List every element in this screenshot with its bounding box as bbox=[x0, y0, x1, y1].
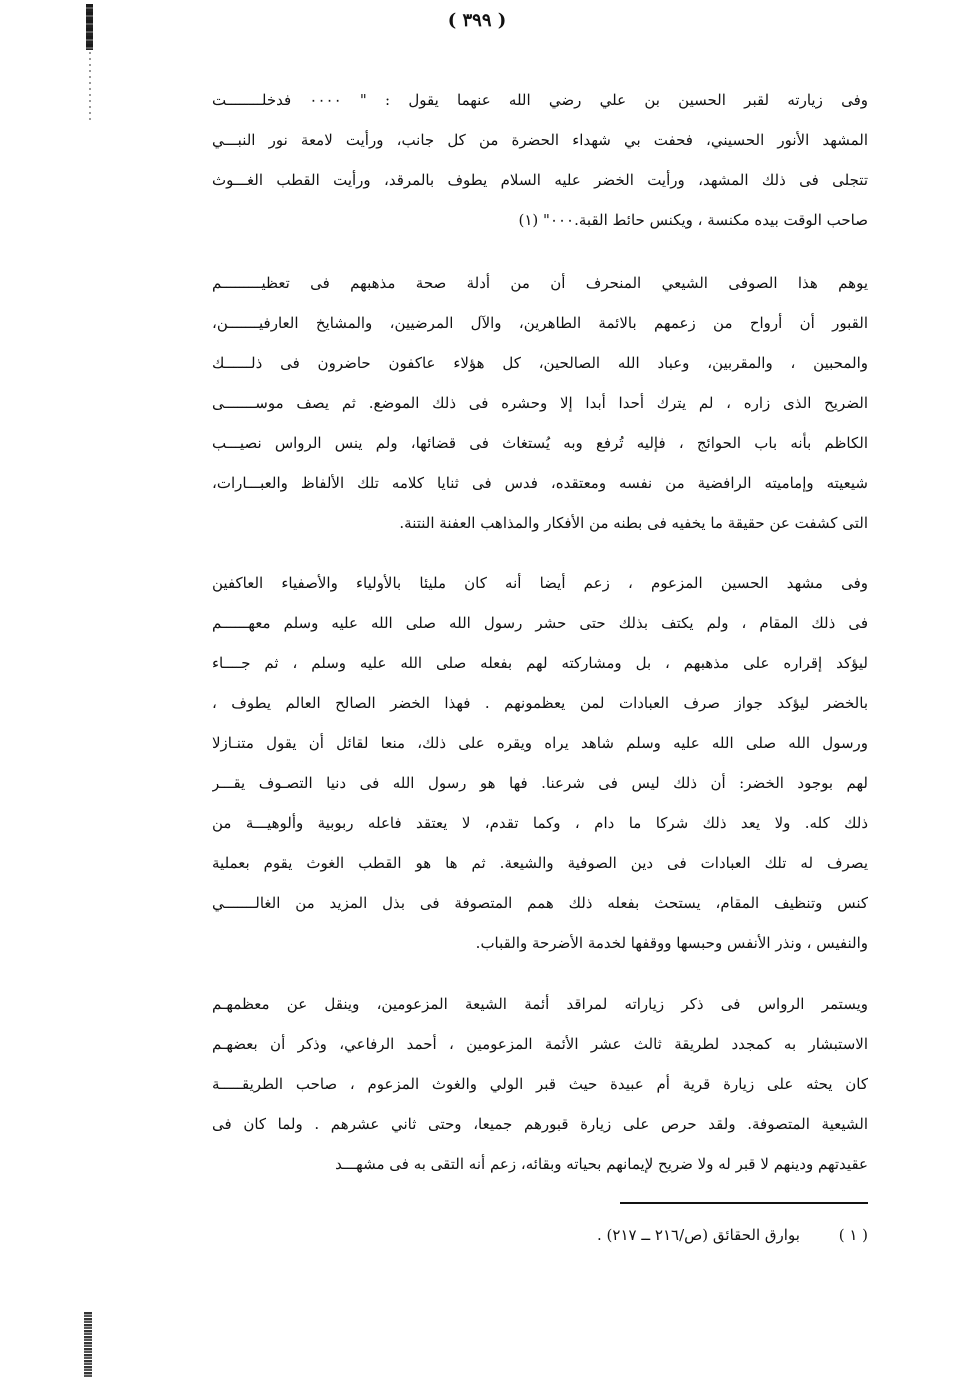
text-line: ورسول الله صلى الله عليه وسلم شاهد يراه ويقره على ذلك، منعا لقائل أن يقول متنـازلا bbox=[212, 734, 868, 752]
text-line: صاحب الوقت بيده مكنسة ، ويكنس حائط القبة.٠٠٠" (١) bbox=[518, 211, 868, 229]
paragraph-3 bbox=[212, 563, 868, 963]
text-line: المشهد الأنور الحسيني، فحفت بي شهداء الحضرة من كل جانب، ورأيت لامعة نور النبـــي bbox=[212, 131, 868, 149]
footnote-separator bbox=[620, 1202, 868, 1204]
text-line: كنس وتنظيف المقام، يستحث بفعله ذلك همم المتصوفة فى بذل المزيد من الغالـــــــي bbox=[212, 894, 868, 912]
text-line: الكاظم بأنه باب الحوائج ، فإليه تُرفع وبه يُستغاث فى قضائها، ولم ينس الرواس نصيـــب bbox=[212, 434, 868, 452]
text-line: لهم بوجود الخضر: أن ذلك ليس فى شرعنا. فها هو رسول الله فى دنيا التصـوف يقـــر bbox=[212, 774, 868, 792]
paragraph-1 bbox=[212, 80, 868, 240]
text-line: الشيعية المتصوفة. ولقد حرص على زيارة قبورهم جميعا، وحتى ثاني عشرهم . ولما كان فى bbox=[212, 1115, 868, 1133]
text-line: يصرف له تلك العبادات فى دين الصوفية والشيعة. ثم ها هو القطب الغوث يقوم بعملية bbox=[212, 854, 868, 872]
page-number: ( ٣٩٩ ) bbox=[447, 10, 507, 31]
footnote bbox=[500, 1226, 868, 1244]
text-line: يوهم هذا الصوفى الشيعي المنحرف أن من أدلة صحة مذهبهم فى تعظيـــــــــم bbox=[212, 274, 868, 292]
text-line: والنفيس ، ونذر الأنفس وحبسها ووقفها لخدمة الأضرحة والقباب. bbox=[475, 934, 868, 952]
footnote-text: بوارق الحقائق (ص/٢١٦ ــ ٢١٧) . bbox=[597, 1226, 800, 1244]
text-line: شيعيته وإماميته الرافضية من نفسه ومعتقده، فدس فى ثنايا كلامه تلك الألفاظ والعبـــارات، bbox=[212, 474, 868, 492]
text-line: التى كشفت عن حقيقة ما يخفيه فى بطنه من الأفكار والمذاهب العفنة النتنة. bbox=[399, 514, 868, 532]
text-line: ويستمر الرواس فى ذكر زياراته لمراقد أئمة الشيعة المزعومين، وينقل عن معظمهـم bbox=[212, 995, 868, 1013]
text-line: ليؤكد إقراره على مذهبهم ، بل ومشاركته لهم بفعله صلى الله عليه وسلم ، ثم جــــاء bbox=[212, 654, 868, 672]
text-line: القبور أن أرواح من زعمهم بالائمة الطاهرين، والآل المرضيين، والمشايخ العارفيـــــــن، bbox=[212, 314, 868, 332]
scan-binding-edge-dots bbox=[89, 52, 91, 122]
text-line: الضريح الذى زاره ، لم يترك أحدا أبدا إلا وحشره فى ذلك الموضع. ثم يصف موســـــــى bbox=[212, 394, 868, 412]
text-line: كان يحثه على زيارة قرية أم عبيدة حيث قبر الولي والغوث المزعوم ، صاحب الطريقـــــة bbox=[212, 1075, 868, 1093]
paragraph-4 bbox=[212, 984, 868, 1184]
scan-binding-edge-bottom bbox=[84, 1312, 92, 1378]
text-line: بالخضر ليؤكد جواز صرف العبادات لمن يعظمونهم . فهذا الخضر الصالح العالم يطوف ، bbox=[212, 694, 868, 712]
footnote-marker: ( ١ ) bbox=[838, 1226, 868, 1244]
text-line: فى ذلك المقام ، ولم يكتف بذلك حتى حشر رسول الله صلى الله عليه وسلم معهــــــم bbox=[212, 614, 868, 632]
text-line: عقيدتهم ودينهم لا قبر له ولا ضريح لإيمانهم بحياته وبقائه، زعم أنه التقى به فى مشهـــد bbox=[335, 1155, 868, 1173]
text-line: ذلك كله. ولا يعد ذلك شركا ما دام ، وكما تقدم، لا يعتقد فاعله ربوبية وألوهيـــة من bbox=[212, 814, 868, 832]
text-line: الاستبشار به كمجدد لطريقة ثالث عشر الأئمة المزعومين ، أحمد الرفاعي، وذكر أن بعضهـم bbox=[212, 1035, 868, 1053]
text-line: تتجلى فى ذلك المشهد، ورأيت الخضر عليه السلام يطوف بالمرقد، ورأيت القطب الغـــوث bbox=[212, 171, 868, 189]
text-line: وفى مشهد الحسين المزعوم ، زعم أيضا أنه كان مليئا بالأولياء والأصفياء العاكفين bbox=[212, 574, 868, 592]
text-line: وفى زيارته لقبر الحسين بن علي رضي الله عنهما يقول : " ٠٠٠٠ فدخلــــــــت bbox=[212, 91, 868, 109]
paragraph-2 bbox=[212, 263, 868, 543]
text-line: والمحبين ، والمقربين، وعباد الله الصالحين، كل هؤلاء عاكفون حاضرون فى ذلــــــك bbox=[212, 354, 868, 372]
